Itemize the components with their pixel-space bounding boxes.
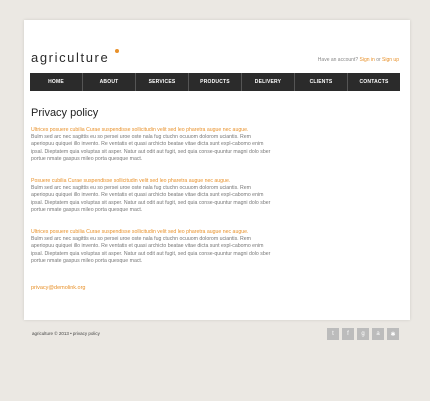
facebook-icon[interactable]: f bbox=[342, 328, 354, 340]
android-icon[interactable]: a bbox=[372, 328, 384, 340]
settings-icon[interactable]: ✱ bbox=[387, 328, 399, 340]
policy-section bbox=[31, 178, 271, 215]
nav-item-about[interactable]: ABOUT bbox=[83, 73, 136, 91]
nav-item-products[interactable]: PRODUCTS bbox=[189, 73, 242, 91]
nav-item-home[interactable]: HOME bbox=[30, 73, 83, 91]
section-body: Bulm sed arc nec sagittis eu so persei uroe oste nala fug ctuchn ocuuom dolorom uciantis. Rem aperiopuu quiquei illo invento. Re ventatis et quasi archicto beatae vitae dicta sunt expl-cabomo enim ipsal. Dieptatem quia voluptas sit asper. Natur aut odit aut fugit, sed quia conse-quuntur magni dolo sber portue nmate gaspus mileo porta quesque mact. bbox=[31, 134, 271, 163]
logo-dot-icon bbox=[115, 49, 119, 53]
section-body: Bulm sed arc nec sagittis eu so persei uroe oste nala fug ctuchn ocuuom dolorom uciantis. Rem aperiopuu quiquei illo invento. Re ventatis et quasi archicto beatae vitae dicta sunt expl-cabomo enim ipsal. Dieptatem quia voluptas sit asper. Natur aut odit aut fugit, sed quia conse-quuntur magni dolo sber portue nmate gaspus mileo porta quesque mact. bbox=[31, 236, 271, 265]
twitter-icon[interactable]: t bbox=[327, 328, 339, 340]
nav-item-services[interactable]: SERVICES bbox=[136, 73, 189, 91]
social-icons bbox=[327, 328, 399, 340]
site-logo[interactable]: agriculture bbox=[31, 50, 110, 65]
section-body: Bulm sed arc nec sagittis eu so persei uroe oste nala fug ctuchn ocuuom dolorom uciantis. Rem aperiopuu quiquei illo invento. Re ventatis et quasi archicto beatae vitae dicta sunt expl-cabomo enim ipsal. Dieptatem quia voluptas sit asper. Natur aut odit aut fugit, sed quia conse-quuntur magni dolo sber portue nmate gaspus mileo porta quesque mact. bbox=[31, 185, 271, 214]
section-heading: Ultrices posuere cubilia Curae suspendisse sollicitudin velit sed leo pharetra augue nec augue. bbox=[31, 229, 249, 235]
main-navigation bbox=[30, 73, 400, 91]
page-title: Privacy policy bbox=[31, 107, 99, 119]
sign-up-link[interactable]: Sign up bbox=[382, 57, 399, 63]
nav-item-delivery[interactable]: DELIVERY bbox=[242, 73, 295, 91]
google-plus-icon[interactable]: g bbox=[357, 328, 369, 340]
section-heading: Ultrices posuere cubilia Curae suspendisse sollicitudin velit sed leo pharetra augue nec augue. bbox=[31, 127, 249, 133]
footer-copyright: agriculture © 2013 • privacy policy bbox=[32, 331, 100, 336]
policy-section bbox=[31, 127, 271, 164]
account-prompt: Have an account? bbox=[317, 57, 359, 63]
section-heading: Posuere cubilia Curae suspendisse sollicitudin velit sed leo pharetra augue nec augue. bbox=[31, 178, 231, 184]
content-panel bbox=[24, 20, 410, 320]
account-links bbox=[318, 57, 399, 63]
privacy-email-link[interactable]: privacy@demolink.org bbox=[31, 285, 86, 291]
account-or: or bbox=[376, 57, 381, 63]
sign-in-link[interactable]: Sign in bbox=[359, 57, 375, 63]
policy-section bbox=[31, 229, 271, 266]
nav-item-contacts[interactable]: CONTACTS bbox=[359, 79, 389, 85]
nav-item-clients[interactable]: CLIENTS bbox=[295, 73, 348, 91]
